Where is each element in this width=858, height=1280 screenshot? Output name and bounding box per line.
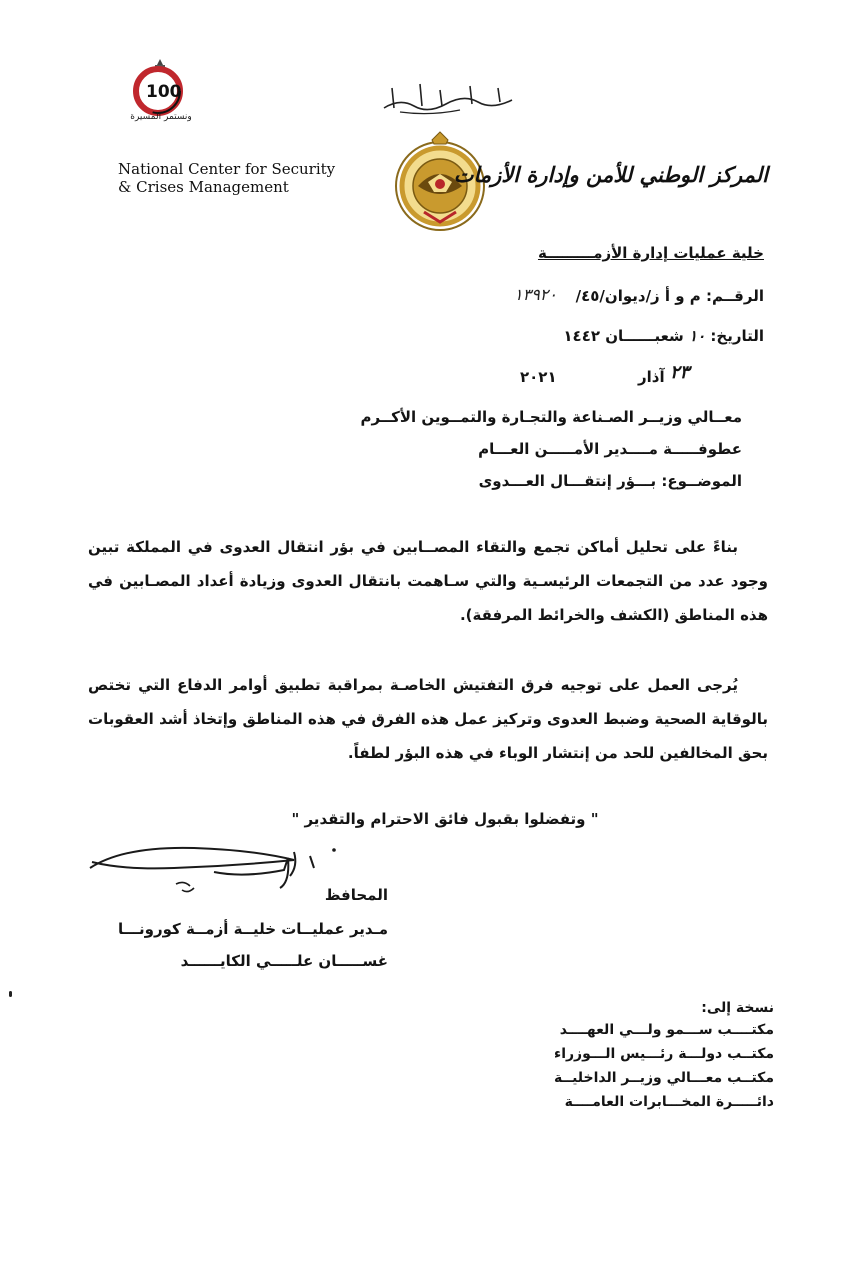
unit-title: خلية عمليات إدارة الأزمـــــــــة [537, 244, 764, 262]
paragraph-2-line-3: بحق المخالفين للحد من إنتشار الوباء في هذه البؤر لطفاً. [347, 744, 768, 762]
addressee-line-1: معــالي وزيــر الصـناعة والتجـارة والتمــوين الأكــرم [360, 408, 742, 426]
gregorian-year: ٢٠٢١ [520, 368, 557, 386]
hijri-day: ١٠ [689, 327, 706, 345]
closing-salutation: " وتفضلوا بقبول فائق الاحترام والتقدير " [291, 810, 599, 828]
gregorian-month: آذار [638, 368, 665, 386]
hijri-date-line [563, 327, 764, 345]
paragraph-2-line-2: بالوقاية الصحية وضبط العدوى وتركيز عمل هذه الفرق في هذه المناطق وإتخاذ أشد العقوبات [88, 710, 768, 728]
reference-prefix: م و أ ز/ديوان/٤٥/ [575, 287, 701, 305]
emblem-slogan: ونستمر المسيرة [130, 112, 192, 122]
paragraph-1-line-1: بناءً على تحليل أماكن تجمع والتقاء المصــابين في بؤر انتقال العدوى في المملكة تبين [88, 538, 738, 556]
copy-recipient-3: مكتــب معـــالي وزيــر الداخليــة [554, 1070, 774, 1086]
basmala-calligraphy [380, 80, 520, 116]
copies-label: نسخة إلى: [701, 1000, 774, 1016]
signatory-title: المحافظ [324, 886, 388, 904]
body-paragraph-1 [88, 530, 768, 632]
addressee-line-2: عطوفـــــة مــــدير الأمـــــن العـــام [478, 440, 742, 458]
handwritten-signature [84, 832, 364, 904]
paragraph-2-line-1: يُرجى العمل على توجيه فرق التفتيش الخاصـة بمراقبة تطبيق أوامر الدفاع التي تختص [88, 676, 738, 694]
copy-recipient-4: دائـــــرة المخـــابرات العامــــة [564, 1094, 774, 1110]
copy-recipient-1: مكتــــب ســـمو ولـــي العهــــد [559, 1022, 774, 1038]
english-name-line-1: National Center for Security [118, 160, 336, 178]
reference-number: ١٣٩٢٠ [514, 285, 557, 304]
english-name-line-2: & Crises Management [118, 178, 289, 196]
copy-recipient-2: مكتــب دولـــة رئـــيس الـــوزراء [554, 1046, 774, 1062]
hijri-month-year: شعبــــــان ١٤٤٢ [563, 327, 684, 345]
stray-mark [9, 991, 12, 997]
subject-line: الموضــوع: بـــؤر إنتقـــال العـــدوى [478, 472, 742, 490]
reference-handwritten-number [514, 285, 612, 307]
center-arabic-name: المركز الوطني للأمن وإدارة الأزمات [453, 162, 768, 187]
emblem-number: 100 [146, 82, 182, 102]
signatory-position: مـدير عمليــات خليــة أزمــة كورونـــا [118, 920, 388, 938]
date-label: التاريخ: [710, 327, 764, 345]
gregorian-day: ٢٣ [670, 362, 690, 383]
center-english-name [118, 160, 380, 196]
reference-label: الرقــم: [706, 287, 764, 305]
paragraph-1-line-2: وجود عدد من التجمعات الرئيسـية والتي سـاهمت بانتقال العدوى وزيادة أعداد المصـابين في [88, 572, 768, 590]
signatory-name: غســـــان علـــــي الكايــــــد [180, 952, 388, 970]
paragraph-1-line-3: هذه المناطق (الكشف والخرائط المرفقة). [459, 606, 768, 624]
body-paragraph-2 [88, 668, 768, 770]
